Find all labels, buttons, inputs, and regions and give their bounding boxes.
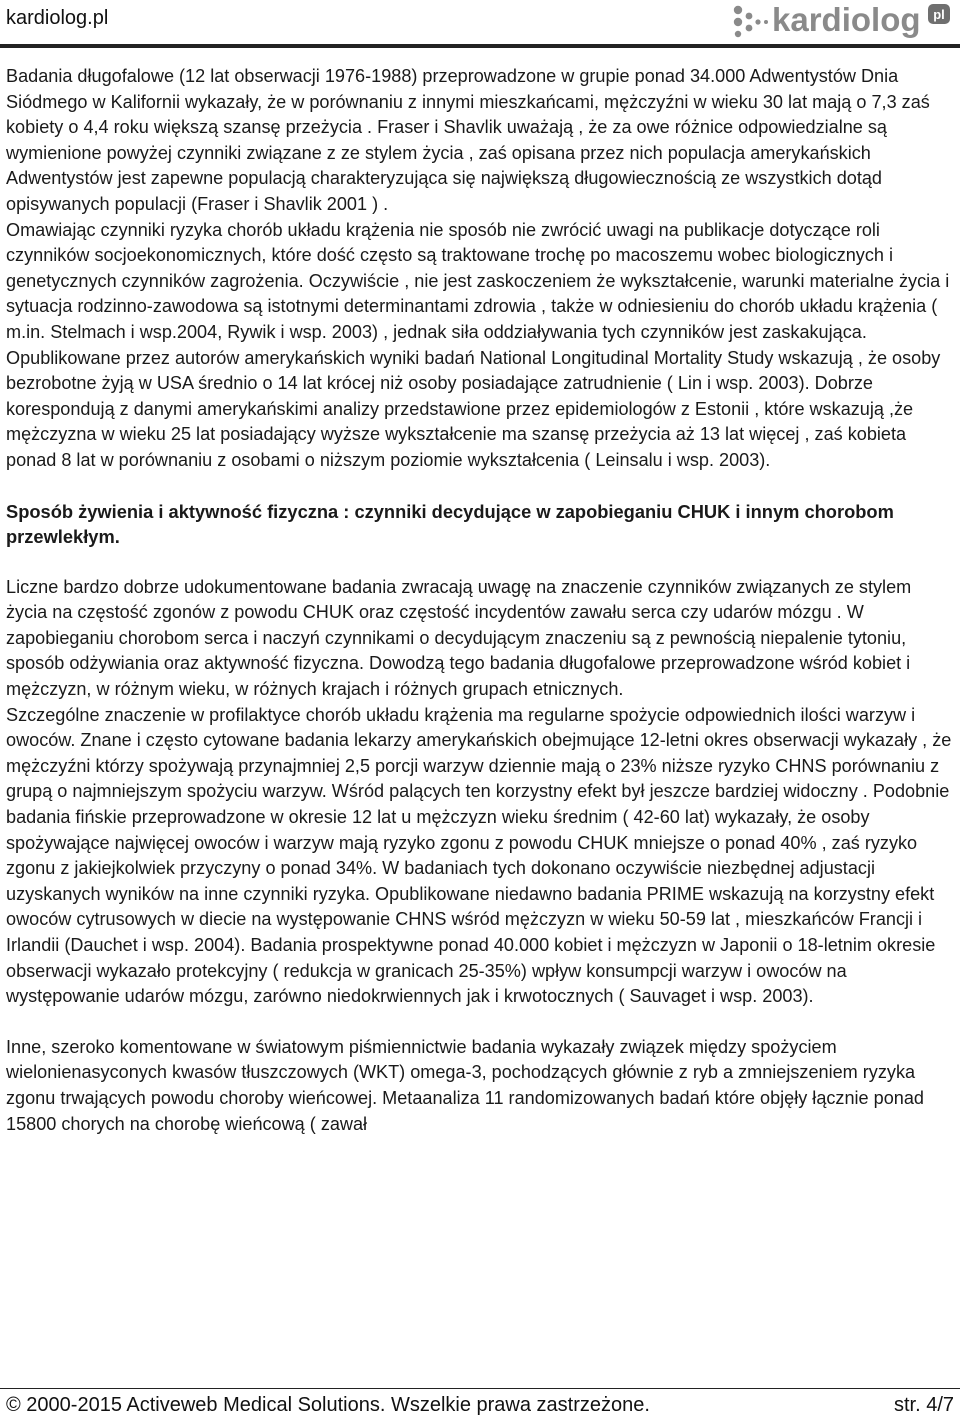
paragraph-omega3: Inne, szeroko komentowane w światowym piśmiennictwie badania wykazały związek między spożyciem wielonienasyconych kwasów tłuszczowych (WKT) omega-3, pochodzących głównie z ryb a zmniejszeniem ryzyka zgonu trwających powodu choroby wieńcowej. Metaanaliza 11 randomizowanych badań które objęły łącznie ponad 15800 chorych na chorobę wieńcową ( zawał xyxy=(6,1036,924,1134)
spacer xyxy=(6,1010,956,1035)
page-header xyxy=(0,0,960,48)
logo-wordmark: kardiolog xyxy=(772,1,921,38)
paragraph-vegetables: Szczególne znaczenie w profilaktyce chorób układu krążenia ma regularne spożycie odpowiednich ilości warzyw i owoców. Znane i często cytowane badania lekarzy amerykańskich obejmujące 12-letni okres obserwacji wykazały , że mężczyźni którzy spożywają przynajmniej 2,5 porcji warzyw dziennie mają o 23% niższe ryzyko CHNS porównaniu z grupą o najmniejszym spożyciu warzyw. Wśród palących ten korzystny efekt był jeszcze bardziej widoczny . Podobnie badania fińskie przeprowadzone w okresie 12 lat u mężczyzn wieku średnim ( 42-60 lat) wykazały, że osoby spożywające najwięcej owoców i warzyw mają ryzyko zgonu z powodu CHUK mniejsze o ponad 40% , zaś ryzyko zgonu z jakiejkolwiek przyczyny o ponad 34%. W badaniach tych dokonano oczywiście niezbędnej adjustacji uzyskanych wyników na inne czynniki ryzyka. Opublikowane niedawno badania PRIME wskazują na korzystny efekt owoców cytrusowych w diecie na występowanie CHNS wśród mężczyzn w wieku 50-59 lat , mieszkańców Francji i Irlandii (Dauchet i wsp. 2004). Badania prospektywne ponad 40.000 kobiet i mężczyzn w Japonii o 18-letnim okresie obserwacji wykazało protekcyjny ( redukcja w granicach 25-35%) wpływ konsumpcji warzyw i owoców na występowanie udarów mózgu, zarówno niedokrwiennych jak i krwotocznych ( Sauvaget i wsp. 2003). xyxy=(6,704,952,1007)
spacer xyxy=(6,550,956,575)
kardiolog-logo xyxy=(730,0,954,44)
page-number: str. 4/7 xyxy=(893,1394,954,1416)
footer-copyright: © 2000-2015 Activeweb Medical Solutions. Wszelkie prawa zastrzeżone. xyxy=(6,1394,650,1416)
header-divider xyxy=(0,44,960,48)
footer-divider xyxy=(0,1388,960,1389)
spacer xyxy=(6,474,956,499)
paragraph-socioeconomic: Omawiając czynniki ryzyka chorób układu krążenia nie sposób nie zwrócić uwagi na publikacje dotyczące roli czynników socjoekonomicznych, które dość często są traktowane trochę po macoszemu wobec biologicznych i genetycznych czynników zagrożenia. Oczywiście , nie jest zaskoczeniem że wykształcenie, warunki materialne życia i sytuacja rodzinno-zawodowa są istotnymi determinantami zdrowia , także w odniesieniu do chorób układu krążenia ( m.in. Stelmach i wsp.2004, Rywik i wsp. 2003) , jednak siła oddziaływania tych czynników jest zaskakująca. Opublikowane przez autorów amerykańskich wyniki badań National Longitudinal Mortality Study wskazują , że osoby bezrobotne żyją w USA średnio o 14 lat krócej niż osoby posiadające zatrudnienie ( Lin i wsp. 2003). Dobrze korespondują z danymi amerykańskimi analizy przedstawione przez epidemiologów z Estonii , które wskazują ,że mężczyzna w wieku 25 lat posiadający wyższe wykształcenie ma szansę przeżycia aż 13 lat więcej , zaś kobieta ponad 8 lat w porównaniu z osobami o niższym poziomie wykształcenia ( Leinsalu i wsp. 2003). xyxy=(6,219,950,470)
paragraph-lifestyle: Liczne bardzo dobrze udokumentowane badania zwracają uwagę na znaczenie czynników związanych ze stylem życia na częstość zgonów z powodu CHUK oraz częstość incydentów zawału serca czy udarów mózgu . W zapobieganiu chorobom serca i naczyń czynnikami o decydującym znaczeniu są z pewnością niepalenie tytoniu, sposób odżywiania oraz aktywność fizyczna. Dowodzą tego badania długofalowe przeprowadzone wśród kobiet i mężczyzn, w różnym wieku, w różnych krajach i różnych grupach etnicznych. xyxy=(6,576,912,700)
logo-badge: pl xyxy=(933,7,945,22)
paragraph-adventists: Badania długofalowe (12 lat obserwacji 1976-1988) przeprowadzone w grupie ponad 34.000 Adwentystów Dnia Siódmego w Kalifornii wykazały, że w porównaniu z innymi mieszkańcami, mężczyźni w wieku 30 lat mają o 7,3 zaś kobiety o 4,4 roku większą szansę przeżycia . Fraser i Shavlik uważają , że za owe różnice odpowiedzialne są wymienione powyżej czynniki związane z ze stylem życia , zaś opisana przez nich populacja amerykańskich Adwentystów jest zapewne populacją charakteryzująca się największą długowiecznością ze wszystkich dotąd opisywanych populacji (Fraser i Shavlik 2001 ) . xyxy=(6,66,930,214)
site-name: kardiolog.pl xyxy=(6,7,109,29)
article-body xyxy=(6,64,956,1137)
section-heading: Sposób żywienia i aktywność fizyczna : czynniki decydujące w zapobieganiu CHUK i innym chorobom przewlekłym. xyxy=(6,500,894,548)
